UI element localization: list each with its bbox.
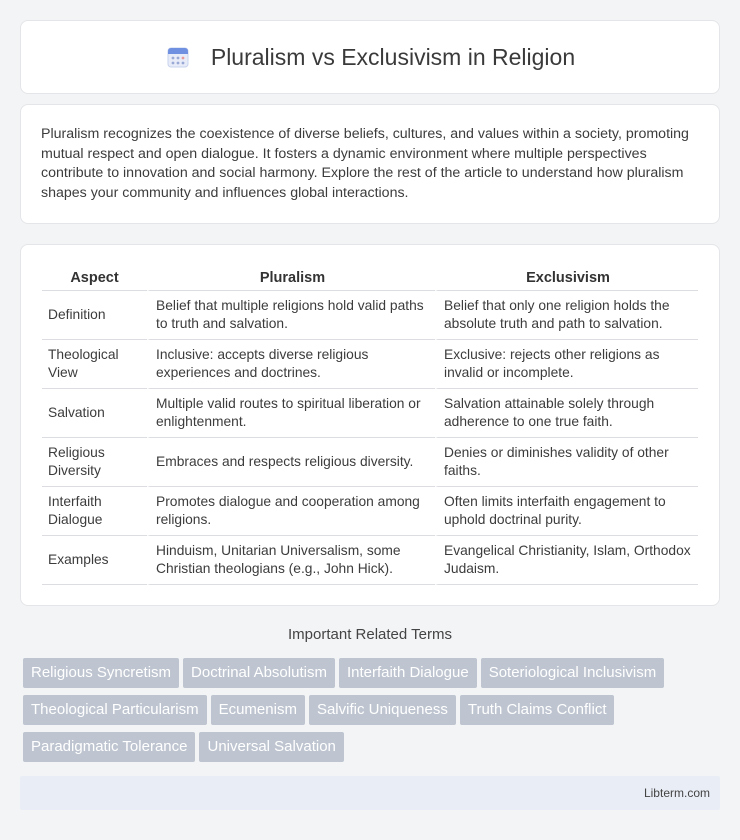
cell-pluralism: Promotes dialogue and cooperation among religions. <box>147 487 435 536</box>
header-pluralism: Pluralism <box>147 265 435 291</box>
term-tag[interactable]: Soteriological Inclusivism <box>481 658 665 688</box>
related-terms-title: Important Related Terms <box>288 626 452 643</box>
intro-card <box>20 104 720 224</box>
cell-aspect: Definition <box>42 291 147 340</box>
table-row <box>42 438 698 487</box>
footer-site-link[interactable]: Libterm.com <box>643 786 710 800</box>
page-title: Pluralism vs Exclusivism in Religion <box>210 43 576 70</box>
cell-exclusivism: Salvation attainable solely through adherence to one true faith. <box>435 389 698 438</box>
cell-exclusivism: Often limits interfaith engagement to uphold doctrinal purity. <box>435 487 698 536</box>
table-row <box>42 389 698 438</box>
table-header-row <box>42 265 698 291</box>
table-row <box>42 340 698 389</box>
header-exclusivism: Exclusivism <box>435 265 698 291</box>
term-tag[interactable]: Universal Salvation <box>199 732 343 762</box>
term-tag[interactable]: Doctrinal Absolutism <box>183 658 335 688</box>
cell-exclusivism: Exclusive: rejects other religions as invalid or incomplete. <box>435 340 698 389</box>
cell-pluralism: Belief that multiple religions hold valid paths to truth and salvation. <box>147 291 435 340</box>
cell-exclusivism: Denies or diminishes validity of other faiths. <box>435 438 698 487</box>
table-row <box>42 487 698 536</box>
calendar-icon <box>165 44 191 70</box>
term-tag[interactable]: Interfaith Dialogue <box>339 658 477 688</box>
header-card <box>20 20 720 94</box>
cell-aspect: Interfaith Dialogue <box>42 487 147 536</box>
term-tag[interactable]: Salvific Uniqueness <box>309 695 456 725</box>
table-row <box>42 291 698 340</box>
header-aspect: Aspect <box>42 265 147 291</box>
term-tag[interactable]: Theological Particularism <box>23 695 207 725</box>
related-terms-list <box>23 658 723 769</box>
table-row <box>42 536 698 585</box>
intro-text: Pluralism recognizes the coexistence of diverse beliefs, cultures, and values within a society, promoting mutual respect and open dialogue. It fosters a dynamic environment where multiple perspectives contribute to innovation and social harmony. Explore the rest of the article to understand how pluralism shapes your community and influences global interactions. <box>41 126 689 201</box>
cell-aspect: Religious Diversity <box>42 438 147 487</box>
term-tag[interactable]: Truth Claims Conflict <box>460 695 615 725</box>
term-tag[interactable]: Paradigmatic Tolerance <box>23 732 195 762</box>
comparison-table <box>42 265 698 585</box>
cell-pluralism: Inclusive: accepts diverse religious experiences and doctrines. <box>147 340 435 389</box>
comparison-table-card <box>20 244 720 606</box>
cell-aspect: Salvation <box>42 389 147 438</box>
footer <box>20 776 720 810</box>
term-tag[interactable]: Religious Syncretism <box>23 658 179 688</box>
term-tag[interactable]: Ecumenism <box>211 695 305 725</box>
cell-pluralism: Hinduism, Unitarian Universalism, some Christian theologians (e.g., John Hick). <box>147 536 435 585</box>
cell-pluralism: Embraces and respects religious diversity. <box>147 438 435 487</box>
cell-exclusivism: Belief that only one religion holds the absolute truth and path to salvation. <box>435 291 698 340</box>
cell-pluralism: Multiple valid routes to spiritual liberation or enlightenment. <box>147 389 435 438</box>
cell-aspect: Examples <box>42 536 147 585</box>
cell-exclusivism: Evangelical Christianity, Islam, Orthodox Judaism. <box>435 536 698 585</box>
cell-aspect: Theological View <box>42 340 147 389</box>
